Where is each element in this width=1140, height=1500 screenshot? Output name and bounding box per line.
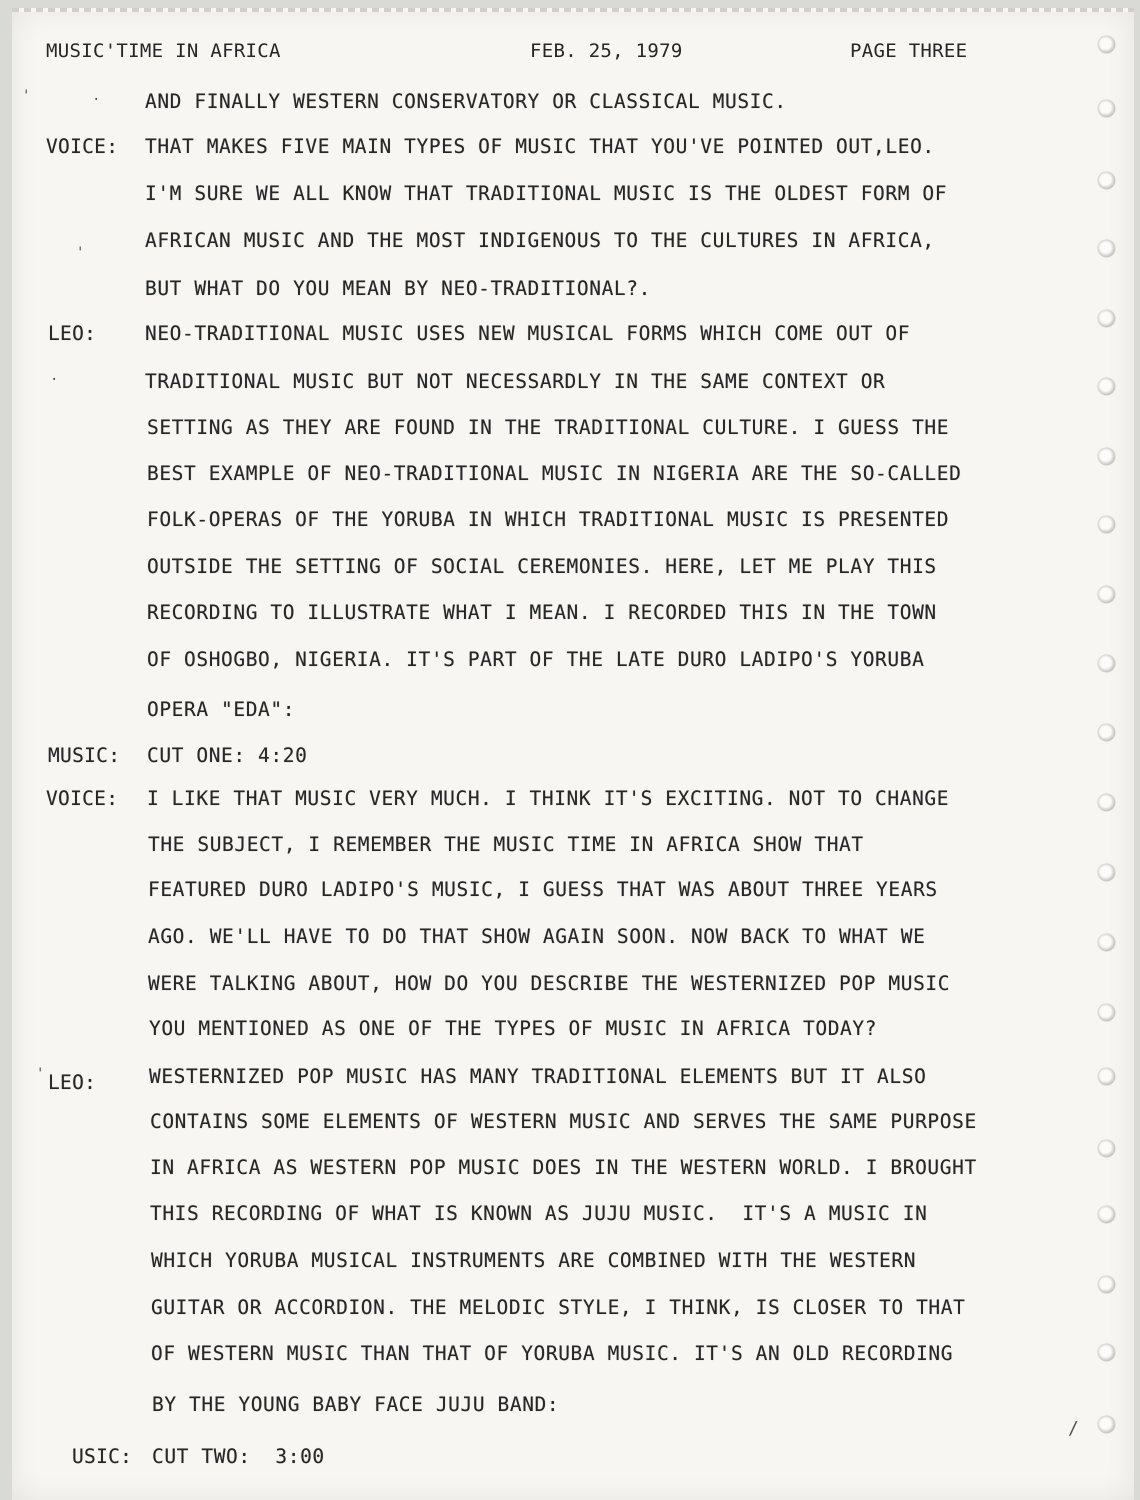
margin-mark: ' bbox=[76, 245, 85, 261]
perforated-top-edge bbox=[12, 8, 1134, 12]
feed-hole bbox=[1098, 1140, 1115, 1157]
transcript-line: WESTERNIZED POP MUSIC HAS MANY TRADITIONAL ELEMENTS BUT IT ALSO bbox=[149, 1065, 927, 1088]
feed-hole bbox=[1098, 172, 1115, 189]
speaker-label: VOICE: bbox=[46, 135, 119, 158]
feed-hole bbox=[1098, 310, 1115, 327]
feed-hole bbox=[1098, 934, 1115, 951]
transcript-line: I LIKE THAT MUSIC VERY MUCH. I THINK IT'S EXCITING. NOT TO CHANGE bbox=[147, 787, 950, 810]
feed-hole bbox=[1098, 378, 1115, 395]
feed-hole bbox=[1098, 1068, 1115, 1085]
feed-hole bbox=[1098, 794, 1115, 811]
speaker-label: MUSIC: bbox=[48, 744, 121, 767]
margin-mark: ' bbox=[36, 1066, 45, 1082]
transcript-line: CONTAINS SOME ELEMENTS OF WESTERN MUSIC AND SERVES THE SAME PURPOSE bbox=[150, 1110, 977, 1133]
tractor-feed-holes bbox=[1088, 0, 1140, 1500]
transcript-line: I'M SURE WE ALL KNOW THAT TRADITIONAL MUSIC IS THE OLDEST FORM OF bbox=[145, 182, 948, 205]
feed-hole bbox=[1098, 1344, 1115, 1361]
program-title: MUSIC'TIME IN AFRICA bbox=[46, 40, 281, 62]
transcript-line: OF WESTERN MUSIC THAN THAT OF YORUBA MUSIC. IT'S AN OLD RECORDING bbox=[151, 1342, 954, 1365]
transcript-line: OPERA "EDA": bbox=[147, 698, 296, 721]
transcript-line: CUT ONE: 4:20 bbox=[147, 744, 308, 767]
speaker-label: LEO: bbox=[48, 1071, 97, 1094]
transcript-line: AND FINALLY WESTERN CONSERVATORY OR CLASSICAL MUSIC. bbox=[145, 90, 787, 113]
broadcast-date: FEB. 25, 1979 bbox=[530, 40, 683, 62]
feed-hole bbox=[1098, 448, 1115, 465]
transcript-line: FEATURED DURO LADIPO'S MUSIC, I GUESS THAT WAS ABOUT THREE YEARS bbox=[148, 878, 938, 901]
transcript-line: BEST EXAMPLE OF NEO-TRADITIONAL MUSIC IN NIGERIA ARE THE SO-CALLED bbox=[147, 462, 962, 485]
feed-hole bbox=[1098, 240, 1115, 257]
speaker-label: LEO: bbox=[48, 322, 97, 345]
margin-mark: · bbox=[50, 372, 59, 388]
transcript-line: NEO-TRADITIONAL MUSIC USES NEW MUSICAL FORMS WHICH COME OUT OF bbox=[145, 322, 911, 345]
transcript-line: WERE TALKING ABOUT, HOW DO YOU DESCRIBE THE WESTERNIZED POP MUSIC bbox=[148, 972, 951, 995]
transcript-line: THE SUBJECT, I REMEMBER THE MUSIC TIME IN AFRICA SHOW THAT bbox=[148, 833, 864, 856]
margin-mark: ' bbox=[22, 88, 31, 104]
transcript-line: AGO. WE'LL HAVE TO DO THAT SHOW AGAIN SOON. NOW BACK TO WHAT WE bbox=[148, 925, 926, 948]
transcript-line: TRADITIONAL MUSIC BUT NOT NECESSARDLY IN THE SAME CONTEXT OR bbox=[145, 370, 886, 393]
feed-hole bbox=[1098, 1416, 1115, 1433]
feed-hole bbox=[1098, 586, 1115, 603]
feed-hole bbox=[1098, 1004, 1115, 1021]
transcript-line: RECORDING TO ILLUSTRATE WHAT I MEAN. I RECORDED THIS IN THE TOWN bbox=[147, 601, 937, 624]
transcript-line: OUTSIDE THE SETTING OF SOCIAL CEREMONIES. HERE, LET ME PLAY THIS bbox=[147, 555, 937, 578]
transcript-line: WHICH YORUBA MUSICAL INSTRUMENTS ARE COMBINED WITH THE WESTERN bbox=[151, 1249, 917, 1272]
transcript-line: AFRICAN MUSIC AND THE MOST INDIGENOUS TO THE CULTURES IN AFRICA, bbox=[145, 229, 935, 252]
feed-hole bbox=[1098, 724, 1115, 741]
transcript-line: BUT WHAT DO YOU MEAN BY NEO-TRADITIONAL?. bbox=[145, 277, 651, 300]
feed-hole bbox=[1098, 1206, 1115, 1223]
transcript-line: YOU MENTIONED AS ONE OF THE TYPES OF MUSIC IN AFRICA TODAY? bbox=[149, 1017, 878, 1040]
transcript-line: SETTING AS THEY ARE FOUND IN THE TRADITIONAL CULTURE. I GUESS THE bbox=[147, 416, 950, 439]
speaker-label: VOICE: bbox=[46, 787, 119, 810]
page-label: PAGE THREE bbox=[850, 40, 968, 62]
transcript-line: FOLK-OPERAS OF THE YORUBA IN WHICH TRADITIONAL MUSIC IS PRESENTED bbox=[147, 508, 950, 531]
feed-hole bbox=[1098, 655, 1115, 672]
margin-mark: / bbox=[1068, 1418, 1079, 1439]
feed-hole bbox=[1098, 1276, 1115, 1293]
transcript-line: GUITAR OR ACCORDION. THE MELODIC STYLE, I THINK, IS CLOSER TO THAT bbox=[151, 1296, 966, 1319]
margin-mark: · bbox=[92, 92, 101, 108]
feed-hole bbox=[1098, 100, 1115, 117]
feed-hole bbox=[1098, 516, 1115, 533]
speaker-label: USIC: bbox=[72, 1445, 133, 1468]
transcript-line: OF OSHOGBO, NIGERIA. IT'S PART OF THE LATE DURO LADIPO'S YORUBA bbox=[147, 648, 925, 671]
transcript-line: THIS RECORDING OF WHAT IS KNOWN AS JUJU MUSIC. IT'S A MUSIC IN bbox=[150, 1202, 928, 1225]
transcript-line: THAT MAKES FIVE MAIN TYPES OF MUSIC THAT YOU'VE POINTED OUT,LEO. bbox=[145, 135, 935, 158]
transcript-line: CUT TWO: 3:00 bbox=[152, 1445, 325, 1468]
page-header bbox=[0, 40, 1140, 70]
transcript-line: BY THE YOUNG BABY FACE JUJU BAND: bbox=[152, 1393, 560, 1416]
transcript-line: IN AFRICA AS WESTERN POP MUSIC DOES IN THE WESTERN WORLD. I BROUGHT bbox=[150, 1156, 977, 1179]
feed-hole bbox=[1098, 864, 1115, 881]
